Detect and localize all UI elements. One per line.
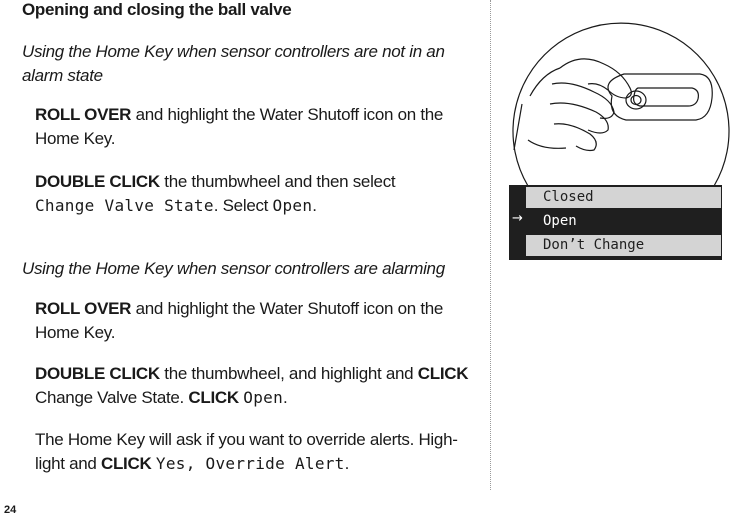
menu-item-dont-change[interactable]: Don’t Change — [526, 235, 721, 256]
action-double-click: DOUBLE CLICK — [35, 364, 160, 383]
step-roll-over-1 — [35, 103, 480, 151]
subheading-not-alarm: Using the Home Key when sensor controllers are not in an alarm state — [22, 42, 445, 85]
menu-term-open: Open — [272, 196, 313, 215]
step-text: . Select — [213, 196, 273, 215]
step-text: and highlight the Water Shutoff icon on the Home Key. — [35, 105, 444, 148]
step-override: The Home Key will ask if you want to override alerts. High-light and CLICK Yes, Override Alert. — [35, 430, 458, 473]
menu-item-closed[interactable]: Closed — [526, 187, 721, 208]
action-roll-over: ROLL OVER — [35, 105, 132, 124]
step-roll-over-2 — [35, 297, 480, 345]
step-double-click-2: DOUBLE CLICK the thumbwheel, and highlight and CLICK Change Valve State. CLICK Open. — [35, 364, 469, 407]
step-text: the thumbwheel, and highlight and — [159, 364, 418, 383]
menu-item-open[interactable]: Open — [526, 211, 721, 232]
step-text: Change Valve State. — [35, 388, 189, 407]
action-click: CLICK — [188, 388, 239, 407]
step-text: and highlight the Water Shutoff icon on the Home Key. — [35, 299, 444, 342]
menu-term-open: Open — [243, 388, 284, 407]
page-number: 24 — [4, 504, 17, 516]
step-double-click-1 — [35, 170, 480, 218]
action-roll-over: ROLL OVER — [35, 299, 132, 318]
step-text: . — [312, 196, 317, 215]
step-text: The Home Key will ask if you want to override alerts. High-light and — [35, 430, 458, 473]
action-click: CLICK — [417, 364, 469, 383]
menu-term-change-valve-state: Change Valve State — [35, 196, 214, 215]
section-heading: Opening and closing the ball valve — [22, 0, 292, 19]
valve-state-menu — [509, 185, 722, 260]
column-divider — [490, 0, 491, 490]
step-text: the thumbwheel and then select — [159, 172, 396, 191]
action-click: CLICK — [101, 454, 152, 473]
menu-term-yes-override-alert: Yes, Override Alert — [155, 454, 345, 473]
action-double-click: DOUBLE CLICK — [35, 172, 160, 191]
subheading-alarming: Using the Home Key when sensor controllers are alarming — [22, 259, 445, 278]
selection-arrow-icon: → — [512, 211, 523, 226]
